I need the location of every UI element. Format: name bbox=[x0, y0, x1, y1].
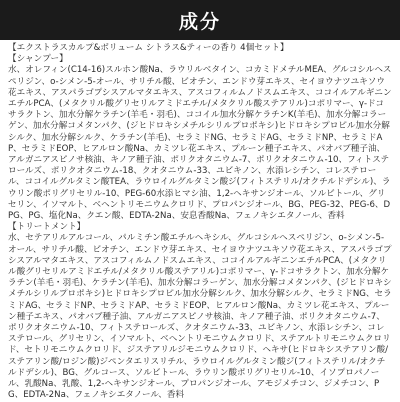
product-title: 【エクストラスカルプ&ボリューム シトラス&ティーの香り 4個セット】 bbox=[8, 43, 289, 53]
treatment-ingredients: 水、セテアリルアルコール、パルミチン酸エチルヘキシル、グルコシルヘスペリジン、o-シメン-5-オール、サリチル酸、ビオチン、エンドウ芽エキス、セイヨウナツユキソウ花エキス、アスパラゴプシスアルマタエキス、アスコフィルムノドスムエキス、ココイルアルギニンエチルPCA、(メタクリル酸グリセリルアミドエチル/メタクリル酸ステアリル)コポリマー、γ-ドコサラクトン、加水分解ケラチン(羊毛・羽毛)、ケラチン(羊毛)、加水分解コラーゲン、加水分解コメタンパク、(ジヒドロキシメチルシリルプロポキシ)ヒドロキシプロピル加水分解シルク、加水分解シルク、セラミドNG、セラミドAG、セラミドNP、セラミドAP、セラミドEOP、ヒアルロン酸Na、カミツレ花エキス、プルーン種子エキス、パオバブ種子油、アルガニアスピノサ核油、キノア種子油、ポリクオタニウム-7、ポリクオタニウム-10、フィトステロールズ、クオタニウム-33、ユビキノン、水添レシチン、コレステロール、グリセリン、イソマルト、ベヘントリモニウムクロリド、ステアルトリモニウムクロリド、セトリモニウムクロリド、ジステアリルジモニウムクロリド、ヘキサ(ヒドロキシステアリン酸/ステアリン酸/ロジン酸)ジペンタエリスリチル、ラウロイルグルタミン酸ジ(フィトステリル/オクチルドデシル)、BG、グルコース、ソルビトール、ラウリン酸ポリグリセリル-10、イソプロパノール、乳酸Na、乳酸、1,2-ヘキサンジオール、プロパンジオール、アモジメチコン、ジメチコン、PG、EDTA-2Na、フェノキシエタノール、香料 bbox=[8, 233, 392, 401]
page-title: 成分 bbox=[178, 10, 221, 33]
shampoo-label: 【シャンプー】 bbox=[8, 54, 68, 65]
ingredients-content bbox=[0, 40, 400, 402]
shampoo-ingredients: 水、オレフィン(C14-16)スルホン酸Na、ラウリルベタイン、コカミドメチルMEA、グルコシルヘスペリジン、o-シメン-5-オール、サリチル酸、ビオチン、エンドウ芽エキス、セイヨウナツユキソウ花エキス、アスパラゴプシスアルマタエキス、アスコフィルムノドスムエキス、ココイルアルギニンエチルPCA、(メタクリル酸グリセリルアミドエチル/メタクリル酸ステアリル)コポリマー、γ-ドコサラクトン、加水分解ケラチン(羊毛・羽毛)、ココイル加水分解ケラチンK(羊毛)、加水分解コラーゲン、加水分解コメタンパク、(ジヒドロキシメチルシリルプロポキシ)ヒドロキシプロピル加水分解シルク、加水分解シルク、ケラチン(羊毛)、セラミドNG、セラミドAG、セラミドNP、セラミドAP、セラミドEOP、ヒアルロン酸Na、カミツレ花エキス、プルーン種子エキス、パオバブ種子油、アルガニアスピノサ核油、キノア種子油、ポリクオタニウム-7、ポリクオタニウム-10、フィトステロールズ、ポリクオタニウム-18、クオタニウム-33、ユビキノン、水添レシチン、コレステロール、ココイルグルタミン酸TEA、ラウロイルグルタミン酸ジ(フィトステリル/オクチルドデシル)、ラウリン酸ポリグリセリル-10、PEG-60水添ヒマシ油、1,2-ヘキサンジオール、ソルビトール、グリセリン、イソマルト、ベヘントリモニウムクロリド、プロパンジオール、BG、PEG-32、PEG-6、DPG、PG、塩化Na、クエン酸、EDTA-2Na、安息香酸Na、フェノキシエタノール、香料 bbox=[8, 65, 392, 222]
page-header bbox=[0, 0, 400, 40]
treatment-label: 【トリートメント】 bbox=[8, 222, 86, 233]
